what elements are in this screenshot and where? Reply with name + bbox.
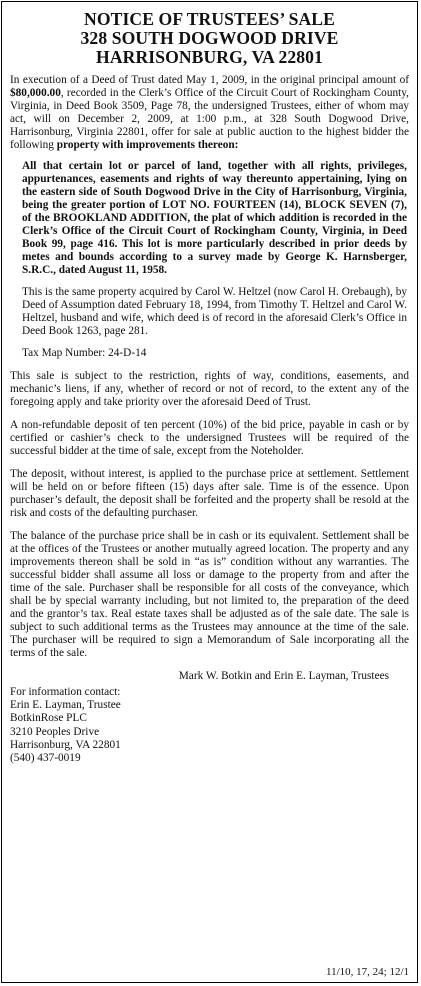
contact-name: Erin E. Layman, Trustee [10,699,121,712]
principal-amount: $80,000.00 [10,87,61,99]
intro-paragraph [10,74,409,152]
contact-phone: (540) 437-0019 [10,752,81,765]
intro-text-2: , recorded in the Clerk’s Office of the Circuit Court of Rockingham County, Virginia, in Deed Book 3509, Page 78, the undersigned Trustees, either of whom may act, will on December 2, 2009, at 1:00 p.m., at 328 South Dogwood Drive, Harrisonburg, Virginia 22801, offer for sale at public auction to the highest bidder the following [10,87,409,151]
legal-notice [1,1,418,983]
title-line-2: 328 SOUTH DOGWOOD DRIVE [80,28,339,48]
contact-firm: BotkinRose PLC [10,712,87,725]
tax-map-number: Tax Map Number: 24-D-14 [22,347,147,359]
balance-paragraph: The balance of the purchase price shall be in cash or its equivalent. Settlement shall be at the offices of the Trustees or another mutually agreed location. The property and any improvements thereon shall be sold in “as is” condition without any warranties. The successful bidder shall assume all loss or damage to the property from and after the time of the sale. Purchaser shall be responsible for all costs of the conveyance, which shall be by special warranty including, but not limited to, the preparation of the deed and the grantor’s tax. Real estate taxes shall be adjusted as of the sale date. The sale is subject to such additional terms as the Trustees may announce at the time of the sale. The purchaser will be required to sign a Memorandum of Sale incorporating all the terms of the sale. [10,530,409,659]
same-property-paragraph: This is the same property acquired by Carol W. Heltzel (now Carol H. Orebaugh), by Deed of Assumption dated February 18, 1994, from Timothy T. Heltzel and Carol W. Heltzel, husband and wife, which deed is of record in the aforesaid Clerk’s Office in Deed Book 1263, page 281. [22,286,407,337]
intro-bold-tail: property with improvements thereon: [56,139,239,151]
deposit-paragraph: A non-refundable deposit of ten percent (10%) of the bid price, payable in cash or by certified or cashier’s check to the undersigned Trustees will be required of the successful bidder at the time of sale, except from the Noteholder. [10,419,409,457]
title-line-1: NOTICE OF TRUSTEES’ SALE [84,9,335,29]
settlement-paragraph: The deposit, without interest, is applied to the purchase price at settlement. Settlement will be held on or before fifteen (15) days after sale. Time is of the essence. Upon purchaser’s default, the deposit shall be forfeited and the property shall be resold at the risk and costs of the defaulting purchaser. [10,468,409,519]
legal-description: All that certain lot or parcel of land, together with all rights, privileges, appurtenances, easements and rights of way thereunto appertaining, lying on the eastern side of South Dogwood Drive in the City of Harrisonburg, Virginia, being the greater portion of LOT NO. FOURTEEN (14), BLOCK SEVEN (7), of the BROOKLAND ADDITION, the plat of which addition is recorded in the Clerk’s Office of the Circuit Court of Rockingham County, Virginia, in Deed Book 99, page 416. This lot is more particularly described in prior deeds by metes and bounds according to a survey made by George K. Harnsberger, S.R.C., dated August 11, 1958. [22,160,407,276]
intro-text-1: In execution of a Deed of Trust dated May 1, 2009, in the original principal amount of [10,74,409,86]
contact-city: Harrisonburg, VA 22801 [10,738,121,751]
run-dates: 11/10, 17, 24; 12/1 [325,966,409,978]
trustees-signature: Mark W. Botkin and Erin E. Layman, Trustees [178,670,389,682]
contact-block [10,686,417,765]
contact-street: 3210 Peoples Drive [10,725,100,738]
restrictions-paragraph: This sale is subject to the restriction, rights of way, conditions, easements, and mechanic’s liens, if any, whether of record or not of record, to the extent any of the foregoing apply and take priority over the aforesaid Deed of Trust. [10,370,409,408]
title-line-3: HARRISONBURG, VA 22801 [96,47,323,67]
contact-heading: For information contact: [10,686,121,698]
notice-title [2,10,417,67]
